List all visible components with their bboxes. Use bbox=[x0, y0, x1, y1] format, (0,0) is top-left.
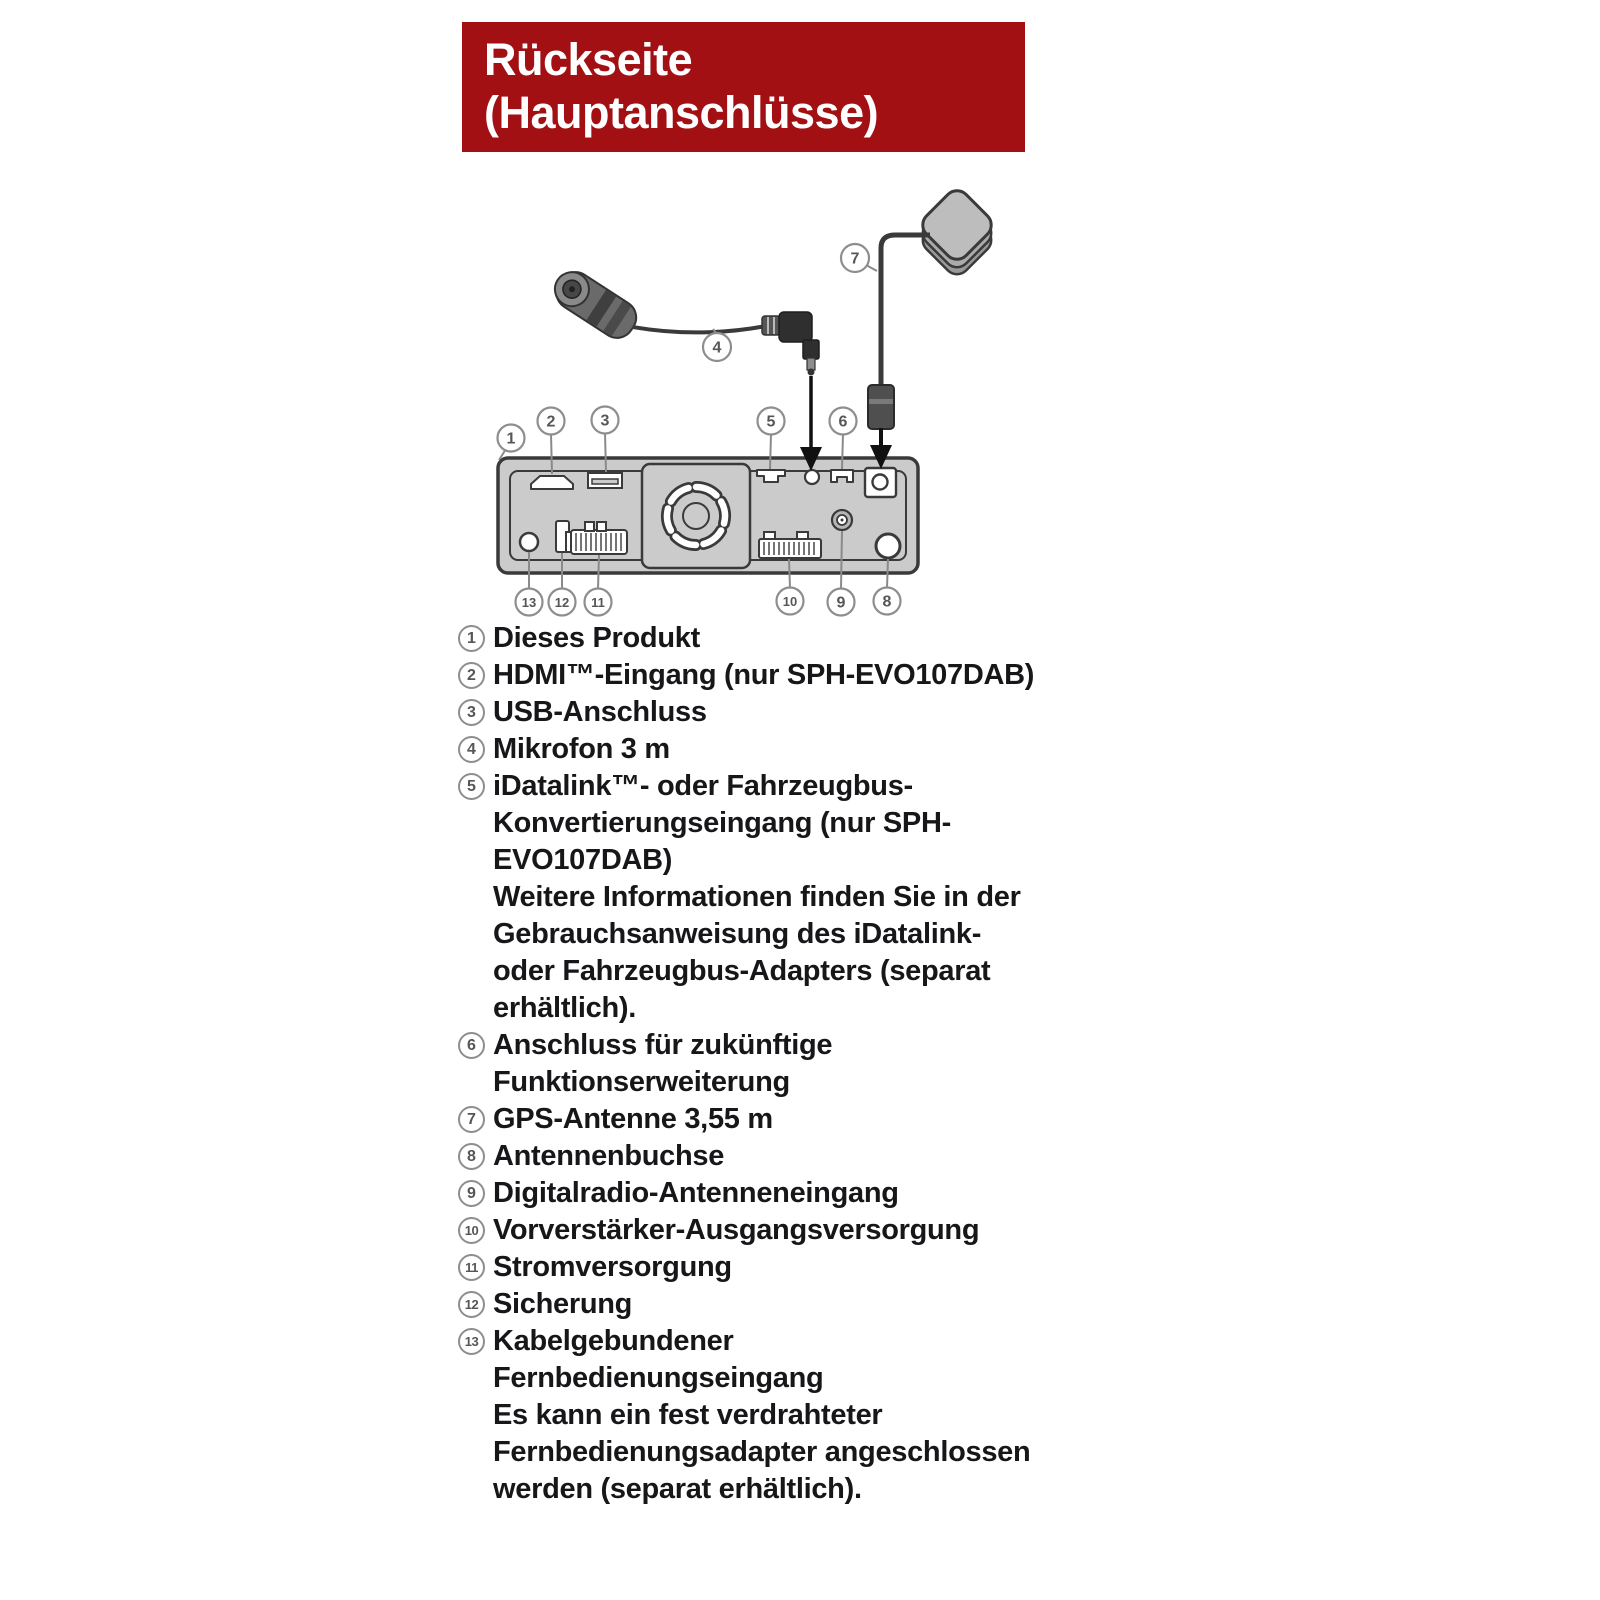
legend-item-number: 2 bbox=[458, 662, 485, 689]
section-header bbox=[462, 22, 1025, 152]
legend-item-number: 8 bbox=[458, 1143, 485, 1170]
dab-antenna-jack-icon bbox=[832, 510, 852, 530]
legend-item-lines bbox=[493, 1249, 732, 1286]
legend-item-line: werden (separat erhältlich). bbox=[493, 1473, 862, 1505]
legend-item-lines bbox=[493, 731, 670, 768]
page-title-line-1: Rückseite bbox=[484, 34, 693, 85]
callout-4: 4 bbox=[712, 339, 722, 357]
legend-item-lines bbox=[493, 620, 700, 657]
callout-11: 11 bbox=[591, 595, 605, 610]
legend-item-line: Digitalradio-Antenneneingang bbox=[493, 1177, 899, 1209]
mini-jack-plug-icon bbox=[762, 312, 819, 376]
legend-item-line: Weitere Informationen finden Sie in der bbox=[493, 881, 1021, 913]
antenna-jack-icon bbox=[876, 534, 900, 558]
legend-item-line: Es kann ein fest verdrahteter bbox=[493, 1399, 883, 1431]
legend-item-lines bbox=[493, 1175, 899, 1212]
legend-item-number: 11 bbox=[458, 1254, 485, 1281]
legend-item bbox=[458, 1138, 1098, 1175]
usb-port-icon bbox=[588, 473, 622, 488]
legend-item-line: GPS-Antenne 3,55 m bbox=[493, 1103, 773, 1135]
gps-antenna-jack-icon bbox=[865, 468, 896, 497]
legend-item bbox=[458, 1249, 1098, 1286]
legend-item bbox=[458, 1212, 1098, 1249]
callout-5: 5 bbox=[766, 413, 776, 431]
legend-item bbox=[458, 731, 1098, 768]
legend-item-line: Kabelgebundener bbox=[493, 1325, 734, 1357]
legend-item-line: Vorverstärker-Ausgangsversorgung bbox=[493, 1214, 980, 1246]
legend-item bbox=[458, 1323, 1098, 1508]
callout-3: 3 bbox=[600, 412, 610, 430]
legend-item-line: USB-Anschluss bbox=[493, 696, 707, 728]
microphone-icon bbox=[547, 264, 819, 375]
legend-item-line: HDMI™-Eingang (nur SPH-EVO107DAB) bbox=[493, 659, 1035, 691]
legend-item-line: Antennenbuchse bbox=[493, 1140, 725, 1172]
legend-item-lines bbox=[493, 657, 1034, 694]
rear-panel-diagram bbox=[440, 165, 1000, 625]
callout-9: 9 bbox=[836, 594, 846, 612]
gps-antenna-icon bbox=[868, 185, 997, 429]
callout-13: 13 bbox=[521, 595, 537, 610]
legend-item-line: Funktionserweiterung bbox=[493, 1066, 790, 1098]
legend-item bbox=[458, 1175, 1098, 1212]
callout-12: 12 bbox=[554, 595, 570, 610]
legend-item-lines bbox=[493, 1323, 1030, 1508]
legend-item-number: 9 bbox=[458, 1180, 485, 1207]
legend-item-line: Fernbedienungsadapter angeschlossen bbox=[493, 1436, 1031, 1468]
callout-8: 8 bbox=[882, 593, 892, 611]
legend-item-lines bbox=[493, 1212, 979, 1249]
legend-item-lines bbox=[493, 1138, 724, 1175]
gps-connector bbox=[868, 385, 894, 429]
legend-item bbox=[458, 620, 1098, 657]
callout-1: 1 bbox=[506, 430, 516, 448]
legend-item bbox=[458, 1286, 1098, 1323]
legend-item-line: Gebrauchsanweisung des iDatalink- bbox=[493, 918, 982, 950]
legend-item-line: oder Fahrzeugbus-Adapters (separat bbox=[493, 955, 991, 987]
mic-input-jack-icon bbox=[805, 470, 819, 484]
legend-item bbox=[458, 1101, 1098, 1138]
callout-2: 2 bbox=[546, 413, 556, 431]
legend-item-line: Mikrofon 3 m bbox=[493, 733, 670, 765]
legend-item-lines bbox=[493, 1101, 773, 1138]
legend-item-number: 7 bbox=[458, 1106, 485, 1133]
legend-item-number: 5 bbox=[458, 773, 485, 800]
microphone-cable bbox=[633, 326, 766, 332]
legend-item-line: Dieses Produkt bbox=[493, 622, 700, 654]
legend-item-line: iDatalink™- oder Fahrzeugbus- bbox=[493, 770, 913, 802]
legend-item-line: erhältlich). bbox=[493, 992, 637, 1024]
legend-item-lines bbox=[493, 768, 1021, 1027]
legend-item-lines bbox=[493, 1027, 832, 1101]
legend-item-line: Sicherung bbox=[493, 1288, 633, 1320]
legend bbox=[458, 620, 1098, 1508]
legend-item-line: EVO107DAB) bbox=[493, 844, 673, 876]
hdmi-port-icon bbox=[531, 476, 573, 489]
legend-item bbox=[458, 768, 1098, 1027]
legend-item bbox=[458, 694, 1098, 731]
legend-item-line: Konvertierungseingang (nur SPH- bbox=[493, 807, 951, 839]
legend-item bbox=[458, 657, 1098, 694]
legend-item-lines bbox=[493, 694, 707, 731]
page-title-line-2: (Hauptanschlüsse) bbox=[484, 87, 879, 138]
legend-item-number: 6 bbox=[458, 1032, 485, 1059]
legend-item-line: Anschluss für zukünftige bbox=[493, 1029, 833, 1061]
legend-item-number: 4 bbox=[458, 736, 485, 763]
remote-in-jack-icon bbox=[520, 533, 538, 551]
callout-10: 10 bbox=[782, 594, 798, 609]
legend-item-line: Stromversorgung bbox=[493, 1251, 732, 1283]
legend-item-number: 1 bbox=[458, 625, 485, 652]
legend-item bbox=[458, 1027, 1098, 1101]
legend-item-line: Fernbedienungseingang bbox=[493, 1362, 824, 1394]
callout-6: 6 bbox=[838, 413, 848, 431]
legend-item-number: 3 bbox=[458, 699, 485, 726]
legend-item-number: 10 bbox=[458, 1217, 485, 1244]
legend-item-number: 12 bbox=[458, 1291, 485, 1318]
legend-item-lines bbox=[493, 1286, 632, 1323]
callout-7: 7 bbox=[850, 250, 860, 268]
gps-cable bbox=[881, 235, 930, 385]
legend-item-number: 13 bbox=[458, 1328, 485, 1355]
